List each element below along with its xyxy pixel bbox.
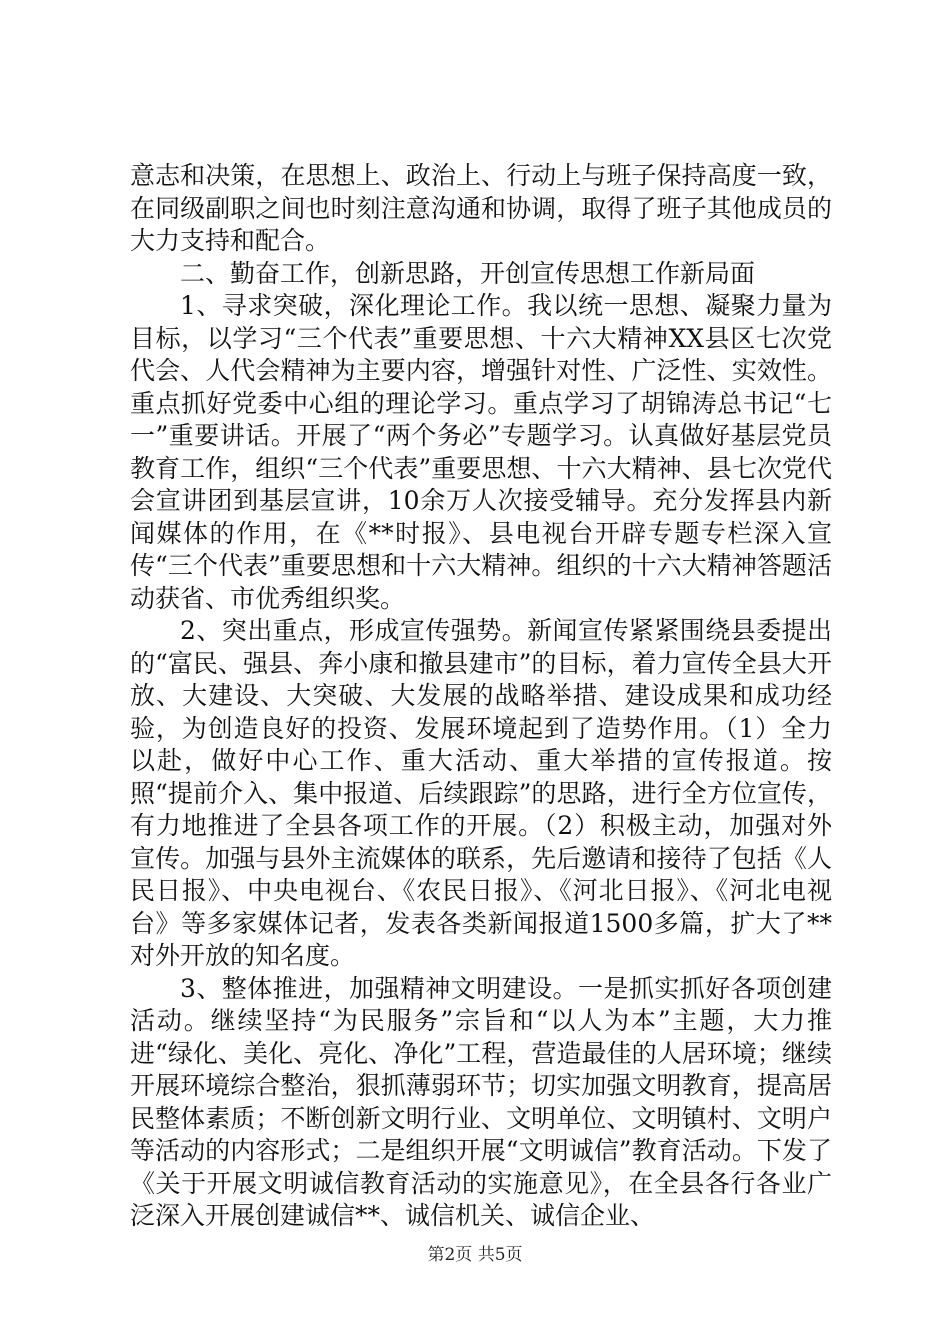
paragraph: 3、整体推进，加强精神文明建设。一是抓实抓好各项创建活动。继续坚持“为民服务”宗旨和“以人为本”主题，大力推进“绿化、美化、亮化、净化”工程，营造最佳的人居环境；继续开展环境综合整治，狠抓薄弱环节；切实加强文明教育，提高居民整体素质；不断创新文明行业、文明单位、文明镇村、文明户等活动的内容形式；二是组织开展“文明诚信”教育活动。下发了《关于开展文明诚信教育活动的实施意见》，在全县各行各业广泛深入开展创建诚信**、诚信机关、诚信企业、 bbox=[130, 973, 832, 1230]
paragraph: 1、寻求突破，深化理论工作。我以统一思想、凝聚力量为目标，以学习“三个代表”重要思想、十六大精神XX县区七次党代会、人代会精神为主要内容，增强针对性、广泛性、实效性。重点抓好党委中心组的理论学习。重点学习了胡锦涛总书记“七一”重要讲话。开展了“两个务必”专题学习。认真做好基层党员教育工作，组织“三个代表”重要思想、十六大精神、县七次党代会宣讲团到基层宣讲，10余万人次接受辅导。充分发挥县内新闻媒体的作用，在《**时报》、县电视台开辟专题专栏深入宣传“三个代表”重要思想和十六大精神。组织的十六大精神答题活动获省、市优秀组织奖。 bbox=[130, 291, 832, 613]
paragraph: 意志和决策，在思想上、政治上、行动上与班子保持高度一致，在同级副职之间也时刻注意沟通和协调，取得了班子其他成员的大力支持和配合。 bbox=[130, 161, 832, 255]
section-heading: 二、勤奋工作，创新思路，开创宣传思想工作新局面 bbox=[180, 258, 756, 288]
document-body bbox=[130, 160, 832, 1233]
paragraph: 2、突出重点，形成宣传强势。新闻宣传紧紧围绕县委提出的“富民、强县、奔小康和撤县建市”的目标，着力宣传全县大开放、大建设、大突破、大发展的战略举措、建设成果和成功经验，为创造良好的投资、发展环境起到了造势作用。（1）全力以赴，做好中心工作、重大活动、重大举措的宣传报道。按照“提前介入、集中报道、后续跟踪”的思路，进行全方位宣传，有力地推进了全县各项工作的开展。（2）积极主动，加强对外宣传。加强与县外主流媒体的联系，先后邀请和接待了包括《人民日报》、中央电视台、《农民日报》、《河北日报》、《河北电视台》等多家媒体记者，发表各类新闻报道1500多篇，扩大了**对外开放的知名度。 bbox=[130, 616, 832, 970]
page-footer: 第2页 共5页 bbox=[427, 1245, 523, 1265]
